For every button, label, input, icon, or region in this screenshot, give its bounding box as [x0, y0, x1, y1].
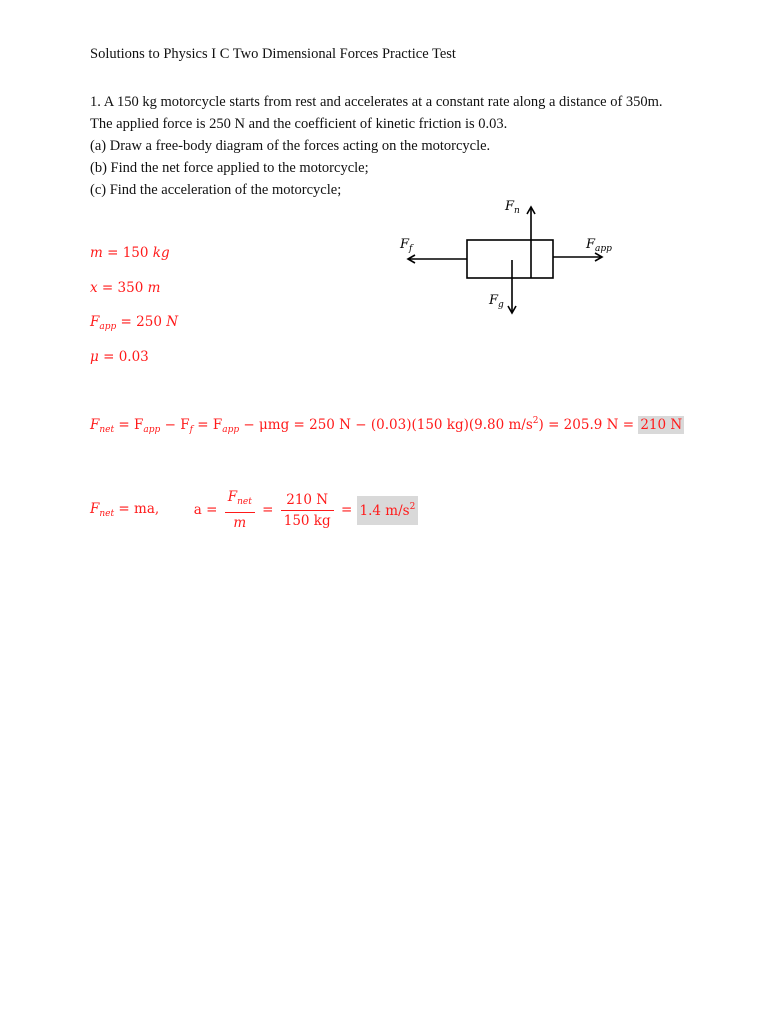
acceleration-equation: $F_{net}$ = ma, a = $\frac{F_{net}}{m}$ = $\frac{210 N}{150 kg}$ = 1.4 $m/s^2$ [90, 488, 418, 532]
acceleration-answer: 1.4 $m/s^2$ [357, 496, 419, 525]
fraction-values: $\frac{210 N}{150 kg}$ [281, 491, 334, 530]
question-line-4: (b) Find the net force applied to the motorcycle; [90, 160, 369, 176]
net-force-answer: 210 N [640, 417, 683, 433]
question-line-2: The applied force is 250 N and the coefficient of kinetic friction is 0.03. [90, 116, 508, 132]
applied-force-label: $F_{app}$ [586, 237, 612, 254]
normal-force-label: $F_n$ [505, 199, 520, 216]
motorcycle-box [467, 240, 553, 278]
net-force-equation: $F_{net} = F_{app} - F_f = F_{app} - \mu mg = 250$ N − (0.03)(150 kg)(9.80 $m/s^2) = 205.9$ N = 210 N [90, 416, 683, 435]
question-line-3: (a) Draw a free-body diagram of the forces acting on the motorcycle. [90, 138, 491, 154]
question-line-5: (c) Find the acceleration of the motorcycle; [90, 182, 342, 198]
gravity-force-label: $F_g$ [489, 293, 504, 310]
free-body-diagram [395, 196, 625, 318]
given-friction-coefficient: μ = 0.03 [90, 349, 149, 365]
fraction-fnet-over-m: $\frac{F_{net}}{m}$ [225, 488, 255, 532]
question-line-1: 1. A 150 kg motorcycle starts from rest and accelerates at a constant rate along a distance of 350m. [90, 94, 663, 110]
given-applied-force: $F_{app} = 250$ N [90, 314, 179, 332]
given-distance: x = 350 m [90, 280, 161, 296]
given-mass: m = 150 kg [90, 245, 170, 261]
friction-force-label: $F_f$ [400, 237, 413, 254]
page-title: Solutions to Physics I C Two Dimensional Forces Practice Test [90, 46, 456, 62]
